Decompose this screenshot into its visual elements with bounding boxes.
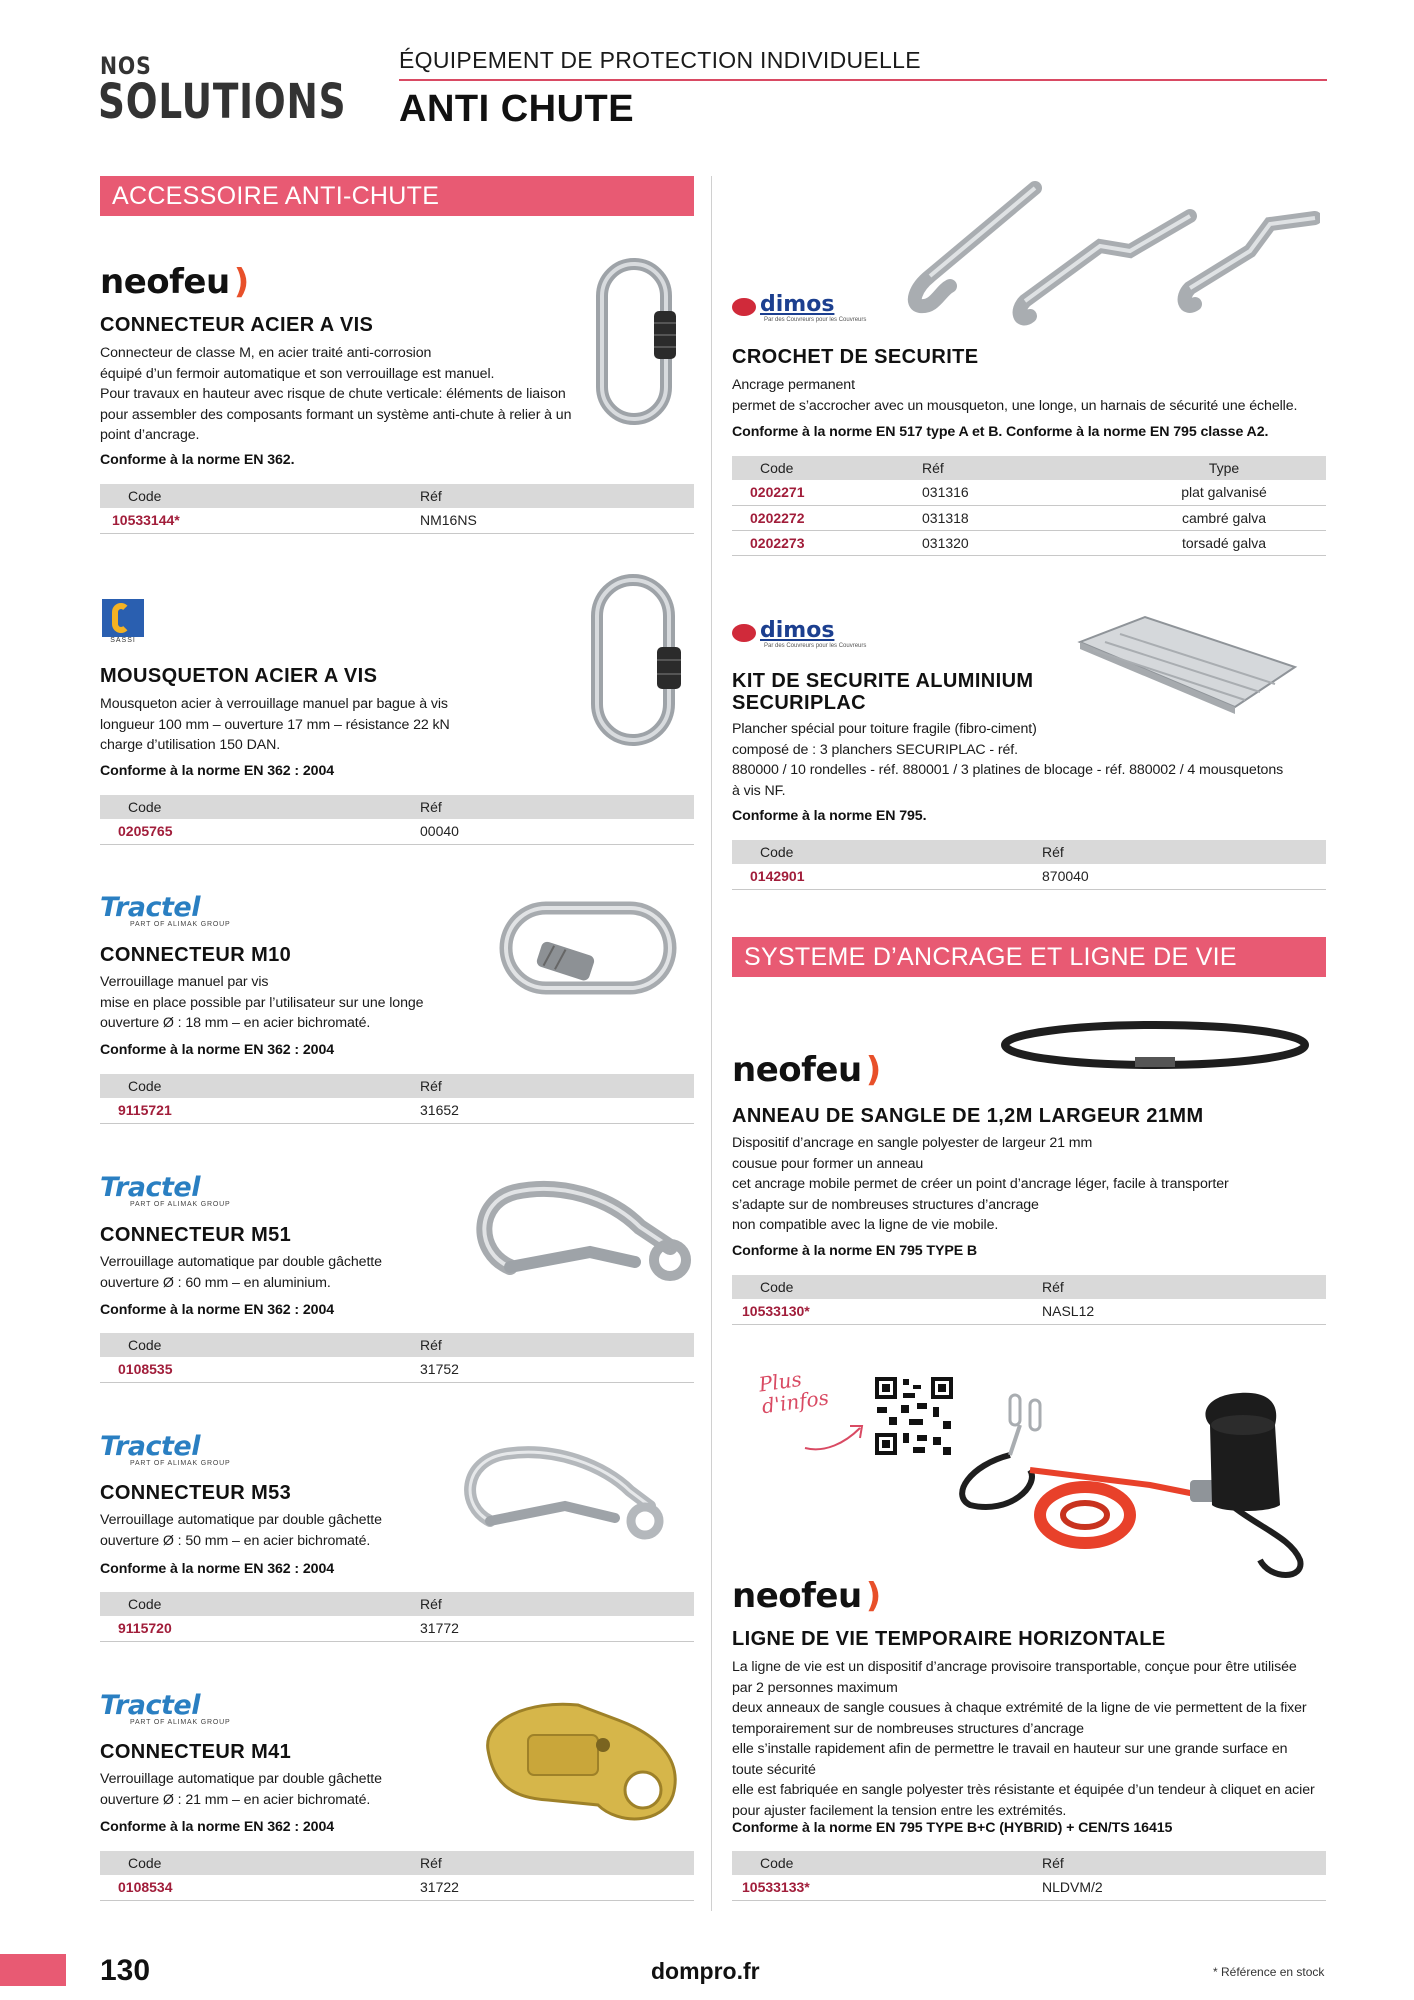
col-header-code: Code [100,1333,420,1357]
page-title: ANTI CHUTE [399,88,635,130]
connector-steel-screw-image [592,256,692,428]
table-row [100,1616,694,1641]
ref-table [732,1851,1326,1901]
ref-cell: 031318 [922,505,1122,530]
more-info-label: Plus d'infos [757,1366,831,1419]
product-title: CONNECTEUR M10 [100,944,292,966]
code-cell[interactable]: 0202273 [732,530,922,555]
section-band-accessoire: ACCESSOIRE ANTI-CHUTE [100,176,694,216]
col-header-ref: Réf [420,795,694,819]
securiplac-panel-image [1075,612,1300,717]
connector-m41-image [468,1690,693,1835]
col-header-ref: Réf [1042,1851,1326,1875]
section-band-ancrage: SYSTEME D’ANCRAGE ET LIGNE DE VIE [732,937,1326,977]
product-title: KIT DE SECURITE ALUMINIUM [732,670,1034,692]
table-row [100,1875,694,1900]
col-header-ref: Réf [420,484,694,508]
table-row [732,1299,1326,1324]
product-norm: Conforme à la norme EN 362 : 2004 [100,763,335,779]
product-norm: Conforme à la norme EN 362. [100,452,295,468]
code-cell[interactable]: 10533130* [732,1299,1042,1324]
lifeline-kit-image [950,1385,1320,1585]
product-description: Verrouillage automatique par double gâchette ouverture Ø : 60 mm – en aluminium. [100,1254,382,1291]
qr-code-icon[interactable] [873,1375,955,1457]
table-row [732,530,1326,555]
product-title: CONNECTEUR M41 [100,1741,292,1763]
type-cell: torsadé galva [1122,530,1326,555]
ref-table [100,484,694,534]
ref-table [732,456,1326,556]
ref-cell: NM16NS [420,508,694,533]
tractel-logo-sub: PART OF ALIMAK GROUP [130,1719,231,1726]
ref-cell: NASL12 [1042,1299,1326,1324]
col-header-code: Code [100,1851,420,1875]
type-cell: plat galvanisé [1122,480,1326,505]
col-header-ref: Réf [420,1333,694,1357]
ref-table [100,1851,694,1901]
code-cell[interactable]: 10533133* [732,1875,1042,1900]
ref-cell: 031320 [922,530,1122,555]
tractel-logo-name: Tractel [100,892,200,923]
type-cell: cambré galva [1122,505,1326,530]
table-row [100,508,694,533]
ref-cell: 31722 [420,1875,694,1900]
header-solutions: SOLUTIONS [98,74,347,130]
product-norm: Conforme à la norme EN 362 : 2004 [100,1561,335,1577]
code-cell[interactable]: 0202272 [732,505,922,530]
tractel-logo-sub: PART OF ALIMAK GROUP [130,921,231,928]
col-header-ref: Réf [420,1074,694,1098]
table-row [100,1357,694,1382]
page-number: 130 [100,1954,151,1987]
product-norm: Conforme à la norme EN 795 TYPE B [732,1243,978,1259]
col-header-ref: Réf [420,1592,694,1616]
dimos-logo-sub: Par des Couvreurs pour les Couvreurs [764,643,867,649]
table-row [732,480,1326,505]
product-description: Verrouillage manuel par vis mise en place possible par l’utilisateur sur une longe ouverture Ø : 18 mm – en acier bichromaté. [100,974,424,1031]
tractel-logo [100,1431,230,1467]
product-norm: Conforme à la norme EN 517 type A et B. Conforme à la norme EN 795 classe A2. [732,424,1269,440]
footer-accent-bar [0,1954,66,1986]
dimos-logo [732,292,866,323]
code-cell[interactable]: 9115720 [100,1616,420,1641]
table-row [732,864,1326,889]
neofeu-logo: neofeu ) [732,1050,881,1090]
code-cell[interactable]: 0108534 [100,1875,420,1900]
webbing-sling-image [995,1015,1315,1075]
code-cell[interactable]: 0202271 [732,480,922,505]
product-title: CONNECTEUR M51 [100,1224,292,1246]
product-description: Plancher spécial pour toiture fragile (fibro-ciment) composé de : 3 planchers SECURIPLAC - réf. 880000 / 10 rondelles - réf. 880001 / 3 platines de blocage - réf. 880002 / 4 mousquetons à vis NF. [732,721,1284,799]
col-header-ref: Réf [420,1851,694,1875]
col-header-type: Type [1122,456,1326,480]
product-norm: Conforme à la norme EN 795 TYPE B+C (HYBRID) + CEN/TS 16415 [732,1820,1173,1836]
dimos-logo-sub: Par des Couvreurs pour les Couvreurs [764,317,867,323]
column-divider [711,176,712,1911]
col-header-code: Code [100,1074,420,1098]
code-cell[interactable]: 9115721 [100,1098,420,1123]
ref-cell: 31752 [420,1357,694,1382]
safety-hook-image [890,176,1320,326]
ref-table [100,1333,694,1383]
code-cell[interactable]: 0108535 [100,1357,420,1382]
product-description: Verrouillage automatique par double gâchette ouverture Ø : 21 mm – en acier bichromaté. [100,1771,382,1808]
product-title: LIGNE DE VIE TEMPORAIRE HORIZONTALE [732,1628,1166,1650]
ref-table [100,1592,694,1642]
dimos-logo-mark [732,298,756,316]
col-header-ref: Réf [1042,840,1326,864]
ref-table [100,1074,694,1124]
code-cell[interactable]: 0205765 [100,819,420,844]
table-row [100,819,694,844]
product-norm: Conforme à la norme EN 795. [732,808,927,824]
ref-cell: 31652 [420,1098,694,1123]
product-description: La ligne de vie est un dispositif d’ancrage provisoire transportable, conçue pour être utilisée par 2 personnes maximum deux anneaux de sangle cousues à chaque extrémité de la ligne de vie permettent de la fixer temporairement sur de nombreuses structures d’ancrage elle s’installe rapidement afin de permettre le travail en hauteur sur une grande surface en toute sécurité elle est fabriquée en sangle polyester très résistante et équipée d’un tendeur à cliquet en acier pour ajuster facilement la tension entre les extrémités. [732,1659,1315,1819]
arrow-icon [800,1418,870,1458]
tractel-logo-name: Tractel [100,1690,200,1721]
ref-cell: 31772 [420,1616,694,1641]
product-title: ANNEAU DE SANGLE DE 1,2M LARGEUR 21MM [732,1105,1204,1127]
product-norm: Conforme à la norme EN 362 : 2004 [100,1042,335,1058]
tractel-logo [100,892,230,928]
dimos-logo-name: dimos [760,618,835,643]
ref-table [100,795,694,845]
col-header-code: Code [100,1592,420,1616]
ref-table [732,840,1326,890]
tractel-logo [100,1690,230,1726]
table-row [732,1875,1326,1900]
product-title: CONNECTEUR ACIER A VIS [100,314,374,336]
product-description: Verrouillage automatique par double gâchette ouverture Ø : 50 mm – en acier bichromaté. [100,1512,382,1549]
stock-note: * Référence en stock [1213,1965,1325,1979]
ref-cell: 031316 [922,480,1122,505]
tractel-logo-sub: PART OF ALIMAK GROUP [130,1201,231,1208]
col-header-ref: Réf [1042,1275,1326,1299]
col-header-code: Code [732,456,922,480]
sassi-logo-mark [102,599,144,637]
col-header-code: Code [100,484,420,508]
dimos-logo [732,618,866,649]
tractel-logo [100,1172,230,1208]
product-title: SECURIPLAC [732,692,867,714]
col-header-ref: Réf [922,456,1122,480]
header-divider [399,79,1327,81]
ref-cell: NLDVM/2 [1042,1875,1326,1900]
sassi-logo [102,599,144,647]
ref-table [732,1275,1326,1325]
product-title: MOUSQUETON ACIER A VIS [100,665,378,687]
col-header-code: Code [732,840,1042,864]
product-description: Connecteur de classe M, en acier traité anti-corrosion équipé d’un fermoir automatique et son verrouillage est manuel. Pour travaux en hauteur avec risque de chute verticale: éléments de liaison pour assembler des composants formant un système anti-chute à relier à un point d’ancrage. [100,345,572,443]
code-cell[interactable]: 0142901 [732,864,1042,889]
sassi-logo-text: SASSI [110,637,136,644]
code-cell[interactable]: 10533144* [100,508,420,533]
table-row [100,1098,694,1123]
product-norm: Conforme à la norme EN 362 : 2004 [100,1819,335,1835]
site-link[interactable]: dompro.fr [651,1958,760,1984]
product-title: CONNECTEUR M53 [100,1482,292,1504]
product-description: Dispositif d’ancrage en sangle polyester de largeur 21 mm cousue pour former un anneau cet ancrage mobile permet de créer un point d’ancrage léger, facile à transporter s’adapte sur de nombreuses structures d’ancrage non compatible avec la ligne de vie mobile. [732,1135,1229,1233]
product-title: CROCHET DE SECURITE [732,346,979,368]
neofeu-logo: neofeu ) [732,1576,881,1616]
header-category: ÉQUIPEMENT DE PROTECTION INDIVIDUELLE [399,47,921,73]
mousqueton-image [585,572,695,752]
product-norm: Conforme à la norme EN 362 : 2004 [100,1302,335,1318]
table-row [732,505,1326,530]
col-header-code: Code [100,795,420,819]
col-header-code: Code [732,1275,1042,1299]
dimos-logo-name: dimos [760,292,835,317]
product-description: Ancrage permanent permet de s’accrocher avec un mousqueton, une longe, un harnais de sécurité une échelle. [732,377,1298,414]
header-nos: NOS [100,52,152,80]
tractel-logo-sub: PART OF ALIMAK GROUP [130,1460,231,1467]
col-header-code: Code [732,1851,1042,1875]
tractel-logo-name: Tractel [100,1172,200,1203]
dimos-logo-mark [732,624,756,642]
ref-cell: 00040 [420,819,694,844]
product-description: Mousqueton acier à verrouillage manuel par bague à vis longueur 100 mm – ouverture 17 mm – résistance 22 kN charge d’utilisation 150 DAN. [100,696,450,753]
neofeu-logo: neofeu ) [100,262,249,302]
tractel-logo-name: Tractel [100,1431,200,1462]
ref-cell: 870040 [1042,864,1326,889]
